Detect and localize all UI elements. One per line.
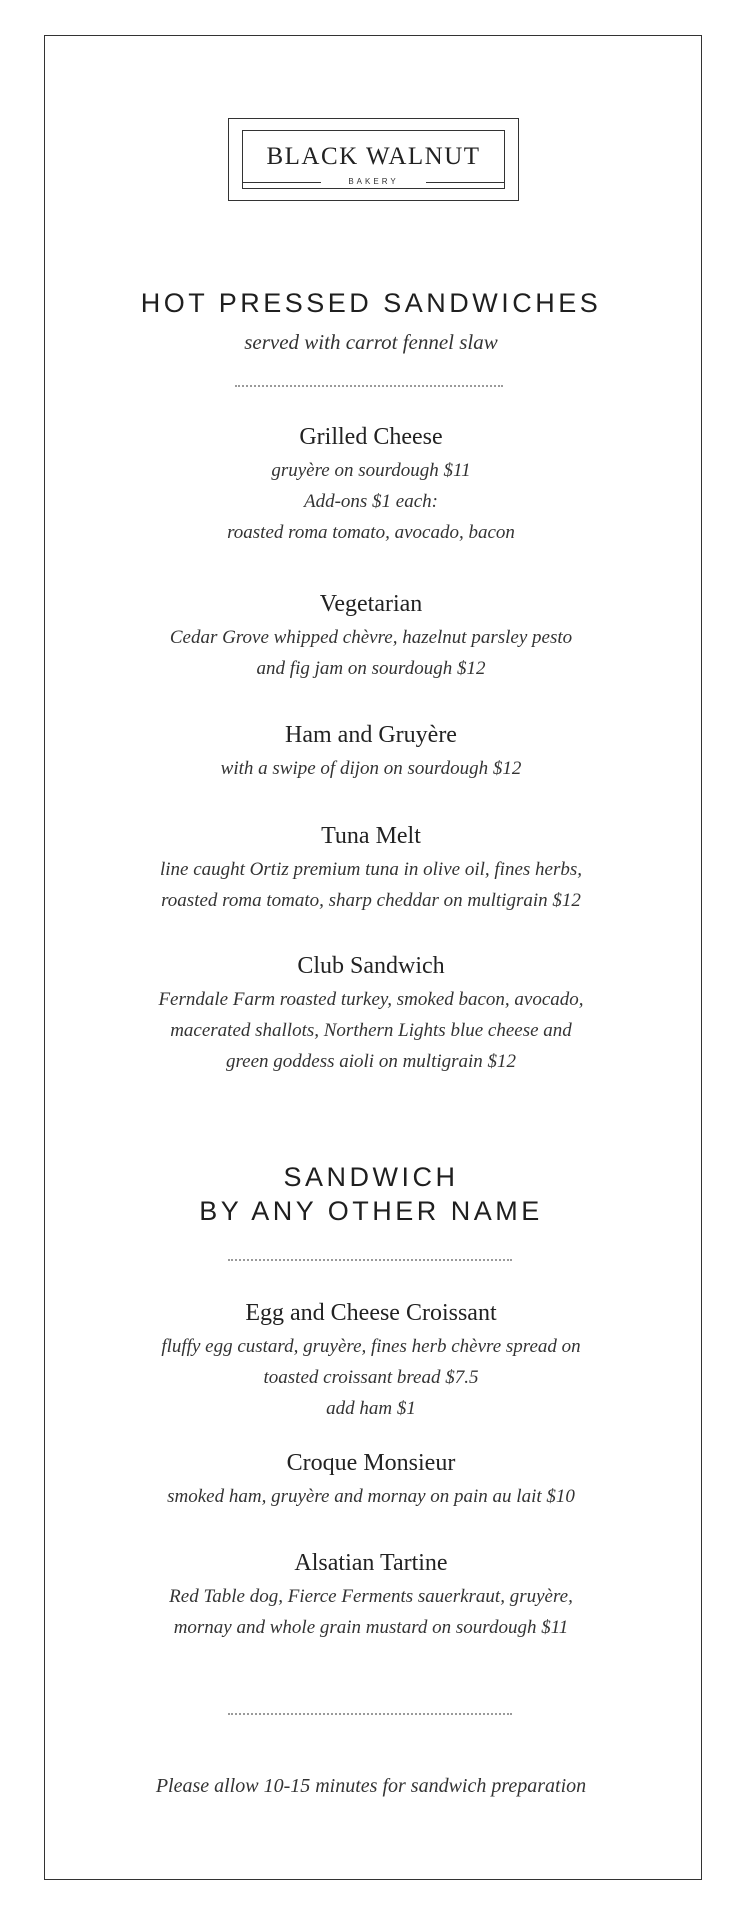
logo-subtitle: BAKERY <box>348 177 399 186</box>
item-desc-line: green goddess aioli on multigrain $12 <box>225 1051 517 1072</box>
preparation-note: Please allow 10-15 minutes for sandwich preparation <box>155 1775 587 1797</box>
item-name-grilled-cheese: Grilled Cheese <box>299 424 443 450</box>
item-desc-line: and fig jam on sourdough $12 <box>256 658 486 679</box>
dotted-divider <box>228 1713 512 1715</box>
dotted-divider <box>235 385 503 387</box>
item-desc-line: roasted roma tomato, sharp cheddar on multigrain $12 <box>161 890 581 911</box>
section-subtitle: served with carrot fennel slaw <box>244 330 498 354</box>
item-name-alsatian-tartine: Alsatian Tartine <box>294 1550 448 1576</box>
item-desc-line: mornay and whole grain mustard on sourdough $11 <box>173 1617 569 1638</box>
item-name-club-sandwich: Club Sandwich <box>297 953 445 979</box>
item-name-vegetarian: Vegetarian <box>319 591 423 617</box>
item-name-croque-monsieur: Croque Monsieur <box>286 1450 456 1476</box>
item-name-tuna-melt: Tuna Melt <box>321 823 421 849</box>
section-title-line1: SANDWICH <box>283 1162 459 1192</box>
item-desc-line: with a swipe of dijon on sourdough $12 <box>220 758 522 779</box>
logo-inner-frame <box>242 130 505 189</box>
item-name-egg-and-cheese-croissant: Egg and Cheese Croissant <box>245 1300 497 1326</box>
item-desc-line: line caught Ortiz premium tuna in olive oil, fines herbs, <box>159 859 582 880</box>
item-name-ham-and-gruyere: Ham and Gruyère <box>285 722 457 748</box>
bakery-logo <box>228 118 519 201</box>
section-title-hot-pressed: HOT PRESSED SANDWICHES <box>140 288 602 318</box>
logo-title: BLACK WALNUT <box>266 143 481 170</box>
item-desc-line: Red Table dog, Fierce Ferments sauerkraut, gruyère, <box>169 1586 573 1607</box>
item-desc-line: roasted roma tomato, avocado, bacon <box>227 522 515 543</box>
item-desc-line: Cedar Grove whipped chèvre, hazelnut parsley pesto <box>169 627 573 648</box>
item-desc-line: add ham $1 <box>326 1398 416 1419</box>
item-desc-line: macerated shallots, Northern Lights blue cheese and <box>170 1020 572 1041</box>
item-desc-line: toasted croissant bread $7.5 <box>263 1367 479 1388</box>
item-desc-line: Ferndale Farm roasted turkey, smoked bacon, avocado, <box>158 989 584 1010</box>
item-desc-line: smoked ham, gruyère and mornay on pain au lait $10 <box>167 1486 575 1507</box>
item-desc-line: fluffy egg custard, gruyère, fines herb chèvre spread on <box>161 1336 581 1357</box>
item-desc-line: gruyère on sourdough $11 <box>271 460 471 481</box>
dotted-divider <box>228 1259 512 1261</box>
logo-rule-right <box>426 182 504 183</box>
item-desc-line: Add-ons $1 each: <box>303 491 439 512</box>
section-title-line2: BY ANY OTHER NAME <box>199 1196 543 1226</box>
